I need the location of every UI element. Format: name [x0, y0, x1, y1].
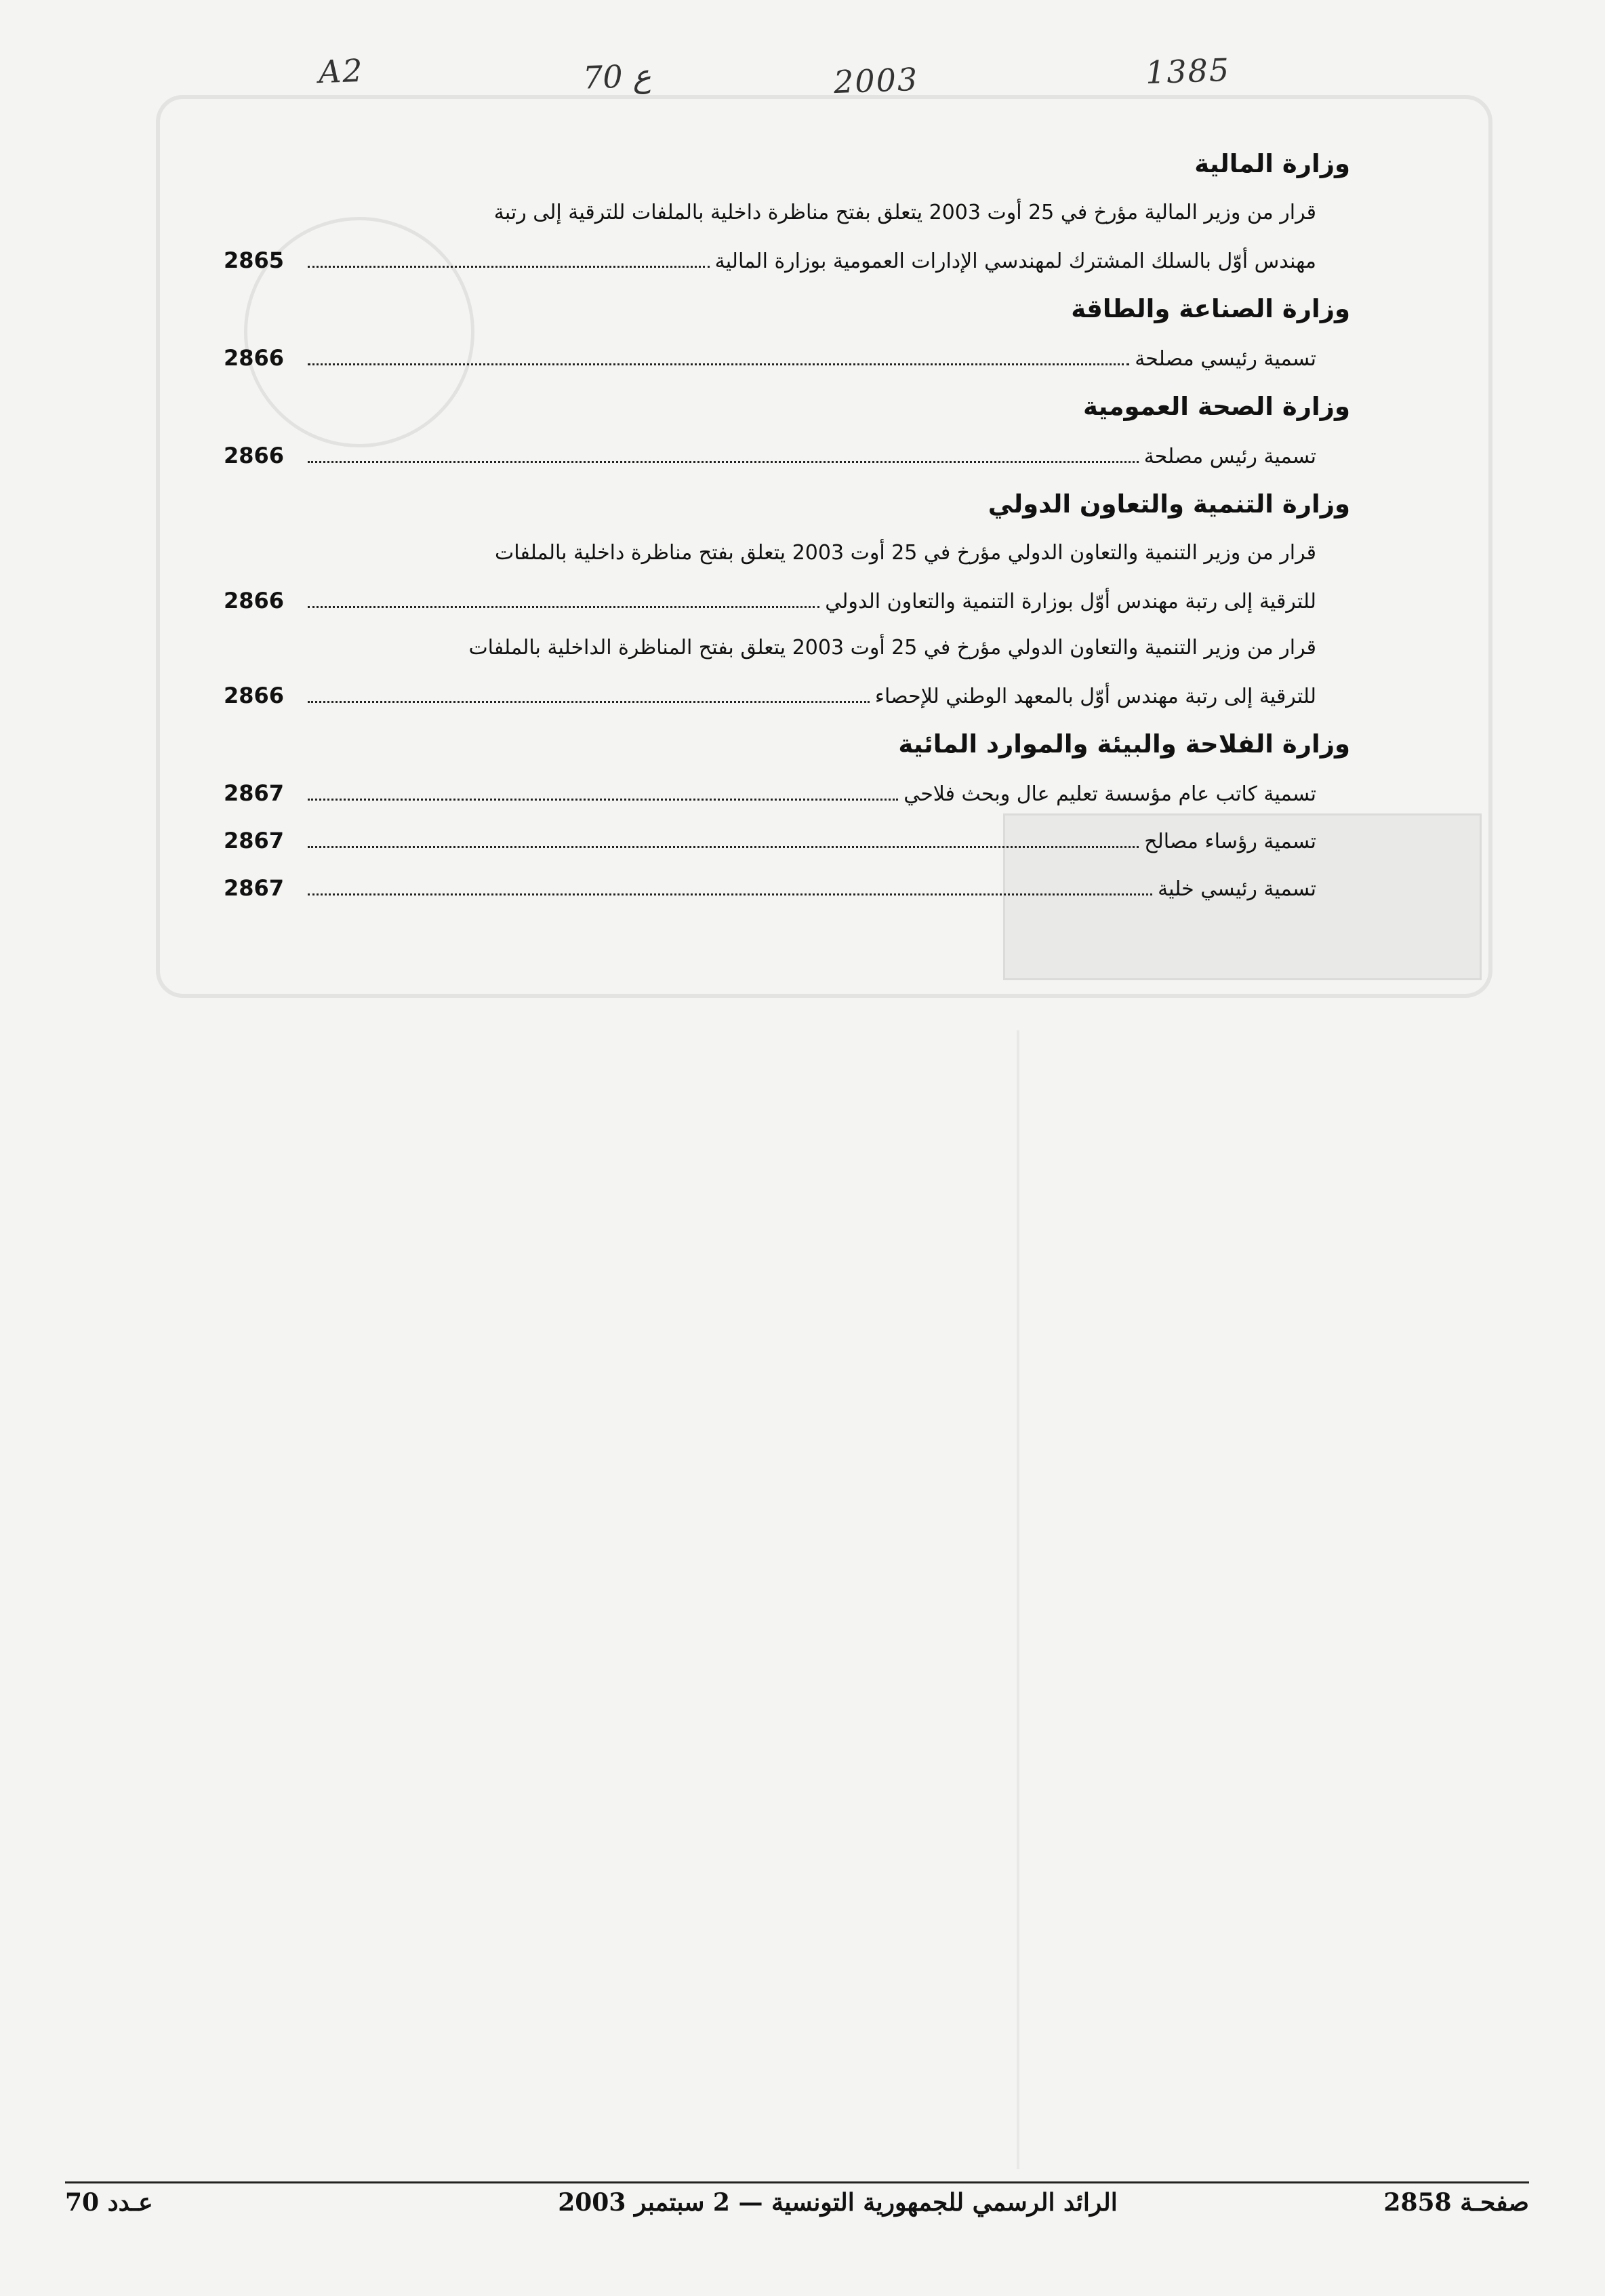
dot-leader [308, 343, 1129, 365]
toc-entry-line [224, 864, 1316, 912]
toc-section [224, 382, 1350, 479]
ministry-heading: وزارة الصناعة والطاقة [1071, 294, 1350, 323]
toc-entry-line-text: تسمية رئيسي مصلحة [1135, 347, 1316, 371]
toc-section [224, 719, 1350, 912]
dot-leader [308, 245, 710, 268]
toc-entry-line [224, 189, 1316, 237]
toc-entry-line-text: قرار من وزير التنمية والتعاون الدولي مؤرخ في 25 أوت 2003 يتعلق بفتح مناظرة داخلية بالملفات [495, 541, 1316, 565]
toc-entry [224, 624, 1350, 719]
toc-entry-line-text: مهندس أوّل بالسلك المشترك لمهندسي الإدارات العمومية بوزارة المالية [714, 249, 1316, 273]
handwritten-note-issue: 70 ع [582, 57, 652, 96]
toc-entry-line [224, 577, 1316, 624]
dot-leader [308, 873, 1152, 895]
toc-entry-line [224, 432, 1316, 479]
toc-entry-line [224, 769, 1316, 817]
toc-entry-line-text: قرار من وزير المالية مؤرخ في 25 أوت 2003 يتعلق بفتح مناظرة داخلية بالملفات للترقية إلى رتبة [493, 201, 1316, 224]
toc-entry-line-text: تسمية رئيس مصلحة [1143, 445, 1316, 468]
toc-entry-line-text: تسمية كاتب عام مؤسسة تعليم عال وبحث فلاحي [903, 782, 1316, 806]
toc-entry-text [224, 769, 1316, 817]
ministry-heading: وزارة التنمية والتعاون الدولي [988, 489, 1350, 519]
footer-page-number: صفحـة 2858 [1383, 2188, 1529, 2217]
footer-issue-number: عـدد 70 [65, 2188, 153, 2217]
toc-entry-line [224, 237, 1316, 284]
toc-entry-line-text: تسمية رؤساء مصالح [1144, 830, 1316, 853]
toc-entry-line [224, 529, 1316, 577]
toc-section [224, 139, 1350, 284]
footer-journal-title: الرائد الرسمي للجمهورية التونسية — 2 سبتمبر 2003 [558, 2188, 1118, 2217]
toc-page-number: 2867 [224, 780, 285, 806]
page-footer [65, 2188, 1529, 2249]
toc-entry [224, 189, 1350, 284]
dot-leader [308, 778, 898, 801]
toc-entry [224, 334, 1350, 382]
table-of-contents [224, 139, 1350, 912]
dot-leader [308, 586, 819, 608]
toc-entry [224, 529, 1350, 624]
toc-entry-text [224, 529, 1316, 624]
toc-entry [224, 769, 1350, 817]
show-through-column [1017, 1030, 1480, 2169]
toc-entry-text [224, 189, 1316, 284]
toc-page-number: 2865 [224, 247, 285, 273]
toc-page-number: 2866 [224, 443, 285, 468]
toc-entry-text [224, 432, 1316, 479]
footer-rule [65, 2181, 1529, 2183]
dot-leader [308, 681, 870, 703]
toc-section [224, 284, 1350, 382]
toc-section [224, 479, 1350, 719]
ministry-heading: وزارة الصحة العمومية [1083, 392, 1350, 421]
toc-entry-text [224, 864, 1316, 912]
dot-leader [308, 826, 1139, 848]
handwritten-note-a2: A2 [318, 52, 365, 91]
toc-entry-line [224, 624, 1316, 672]
handwritten-note-code: 1385 [1145, 51, 1231, 92]
toc-entry-line [224, 817, 1316, 864]
dot-leader [308, 441, 1139, 463]
toc-entry-text [224, 817, 1316, 864]
toc-page-number: 2867 [224, 828, 285, 853]
toc-entry-line [224, 334, 1316, 382]
toc-entry-line [224, 672, 1316, 719]
toc-entry-text [224, 334, 1316, 382]
toc-page-number: 2867 [224, 875, 285, 901]
toc-entry-line-text: تسمية رئيسي خلية [1158, 877, 1316, 901]
toc-page-number: 2866 [224, 345, 285, 371]
toc-entry-line-text: قرار من وزير التنمية والتعاون الدولي مؤرخ في 25 أوت 2003 يتعلق بفتح المناظرة الداخلية بالملفات [468, 636, 1316, 660]
toc-entry-text [224, 624, 1316, 719]
ministry-heading: وزارة المالية [1194, 149, 1350, 178]
toc-entry [224, 817, 1350, 864]
toc-page-number: 2866 [224, 683, 285, 708]
toc-entry-line-text: للترقية إلى رتبة مهندس أوّل بالمعهد الوطني للإحصاء [874, 685, 1316, 708]
toc-entry-line-text: للترقية إلى رتبة مهندس أوّل بوزارة التنمية والتعاون الدولي [825, 590, 1316, 613]
ministry-heading: وزارة الفلاحة والبيئة والموارد المائية [898, 729, 1350, 759]
toc-entry [224, 432, 1350, 479]
toc-entry [224, 864, 1350, 912]
handwritten-note-year: 2003 [833, 60, 919, 101]
toc-page-number: 2866 [224, 588, 285, 613]
